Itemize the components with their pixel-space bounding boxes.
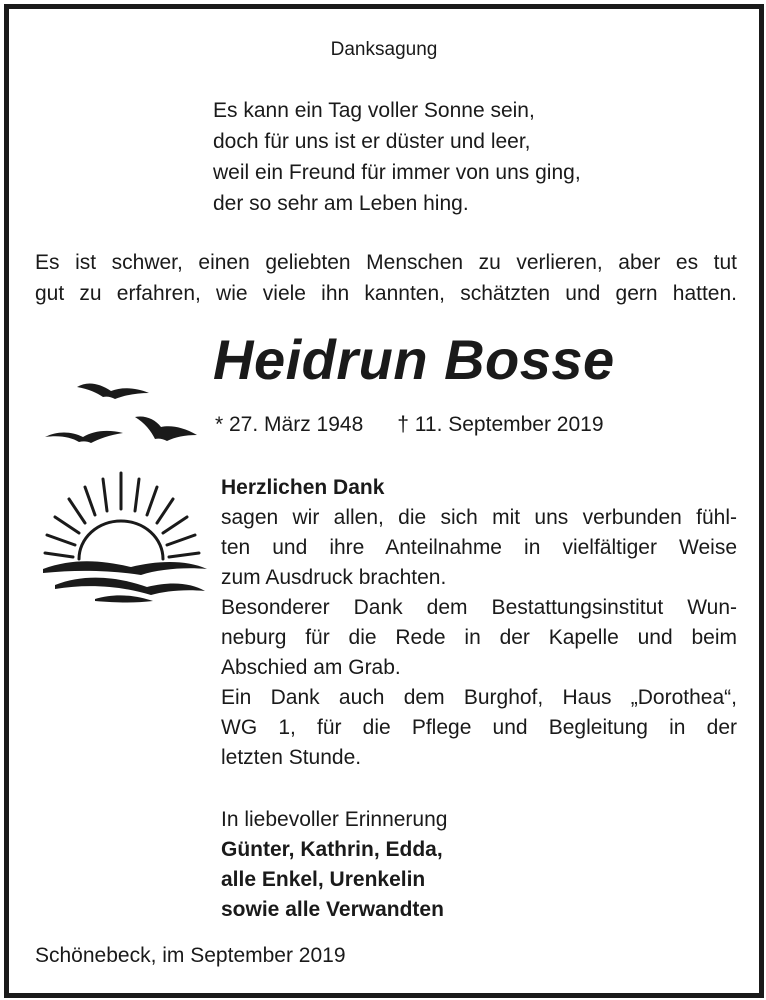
poem-line: weil ein Freund für immer von uns ging, [213,161,581,184]
signature-line: sowie alle Verwandten [221,898,444,921]
obituary-card [4,4,764,998]
notice-heading: Danksagung [330,39,438,60]
birds-icon [37,375,217,455]
thanks-line: letzten Stunde. [221,746,362,769]
thanks-line: Besonderer Dank dem Bestattungsinstitut Wun- [221,596,737,619]
deceased-name: Heidrun Bosse [213,328,615,391]
thanks-line: neburg für die Rede in der Kapelle und beim [221,626,737,649]
intro-text [35,247,737,309]
poem-line: Es kann ein Tag voller Sonne sein, [213,99,535,122]
birth-date: * 27. März 1948 [215,413,364,436]
signature-block [221,805,447,925]
signature-line: Günter, Kathrin, Edda, [221,838,443,861]
sunset-icon [35,469,211,609]
thanks-line: ten und ihre Anteilnahme in vielfältiger Weise [221,536,737,559]
thanks-text [221,473,737,773]
life-dates [215,413,604,437]
signature-line: alle Enkel, Urenkelin [221,868,426,891]
thanks-line: zum Ausdruck brachten. [221,566,447,589]
thanks-line: Abschied am Grab. [221,656,401,679]
place-date: Schönebeck, im September 2019 [35,944,346,967]
signature-intro: In liebevoller Erinnerung [221,808,448,831]
poem-line: doch für uns ist er düster und leer, [213,130,531,153]
intro-line: gut zu erfahren, wie viele ihn kannten, schätzten und gern hatten. [35,282,737,305]
poem-line: der so sehr am Leben hing. [213,192,469,215]
intro-line: Es ist schwer, einen geliebten Menschen zu verlieren, aber es tut [35,251,737,274]
thanks-heading: Herzlichen Dank [221,476,385,499]
death-date: † 11. September 2019 [397,413,604,436]
poem [213,95,581,219]
thanks-line: Ein Dank auch dem Burghof, Haus „Dorothea“, [221,686,737,709]
thanks-line: WG 1, für die Pflege und Begleitung in der [221,716,737,739]
thanks-line: sagen wir allen, die sich mit uns verbunden fühl- [221,506,737,529]
